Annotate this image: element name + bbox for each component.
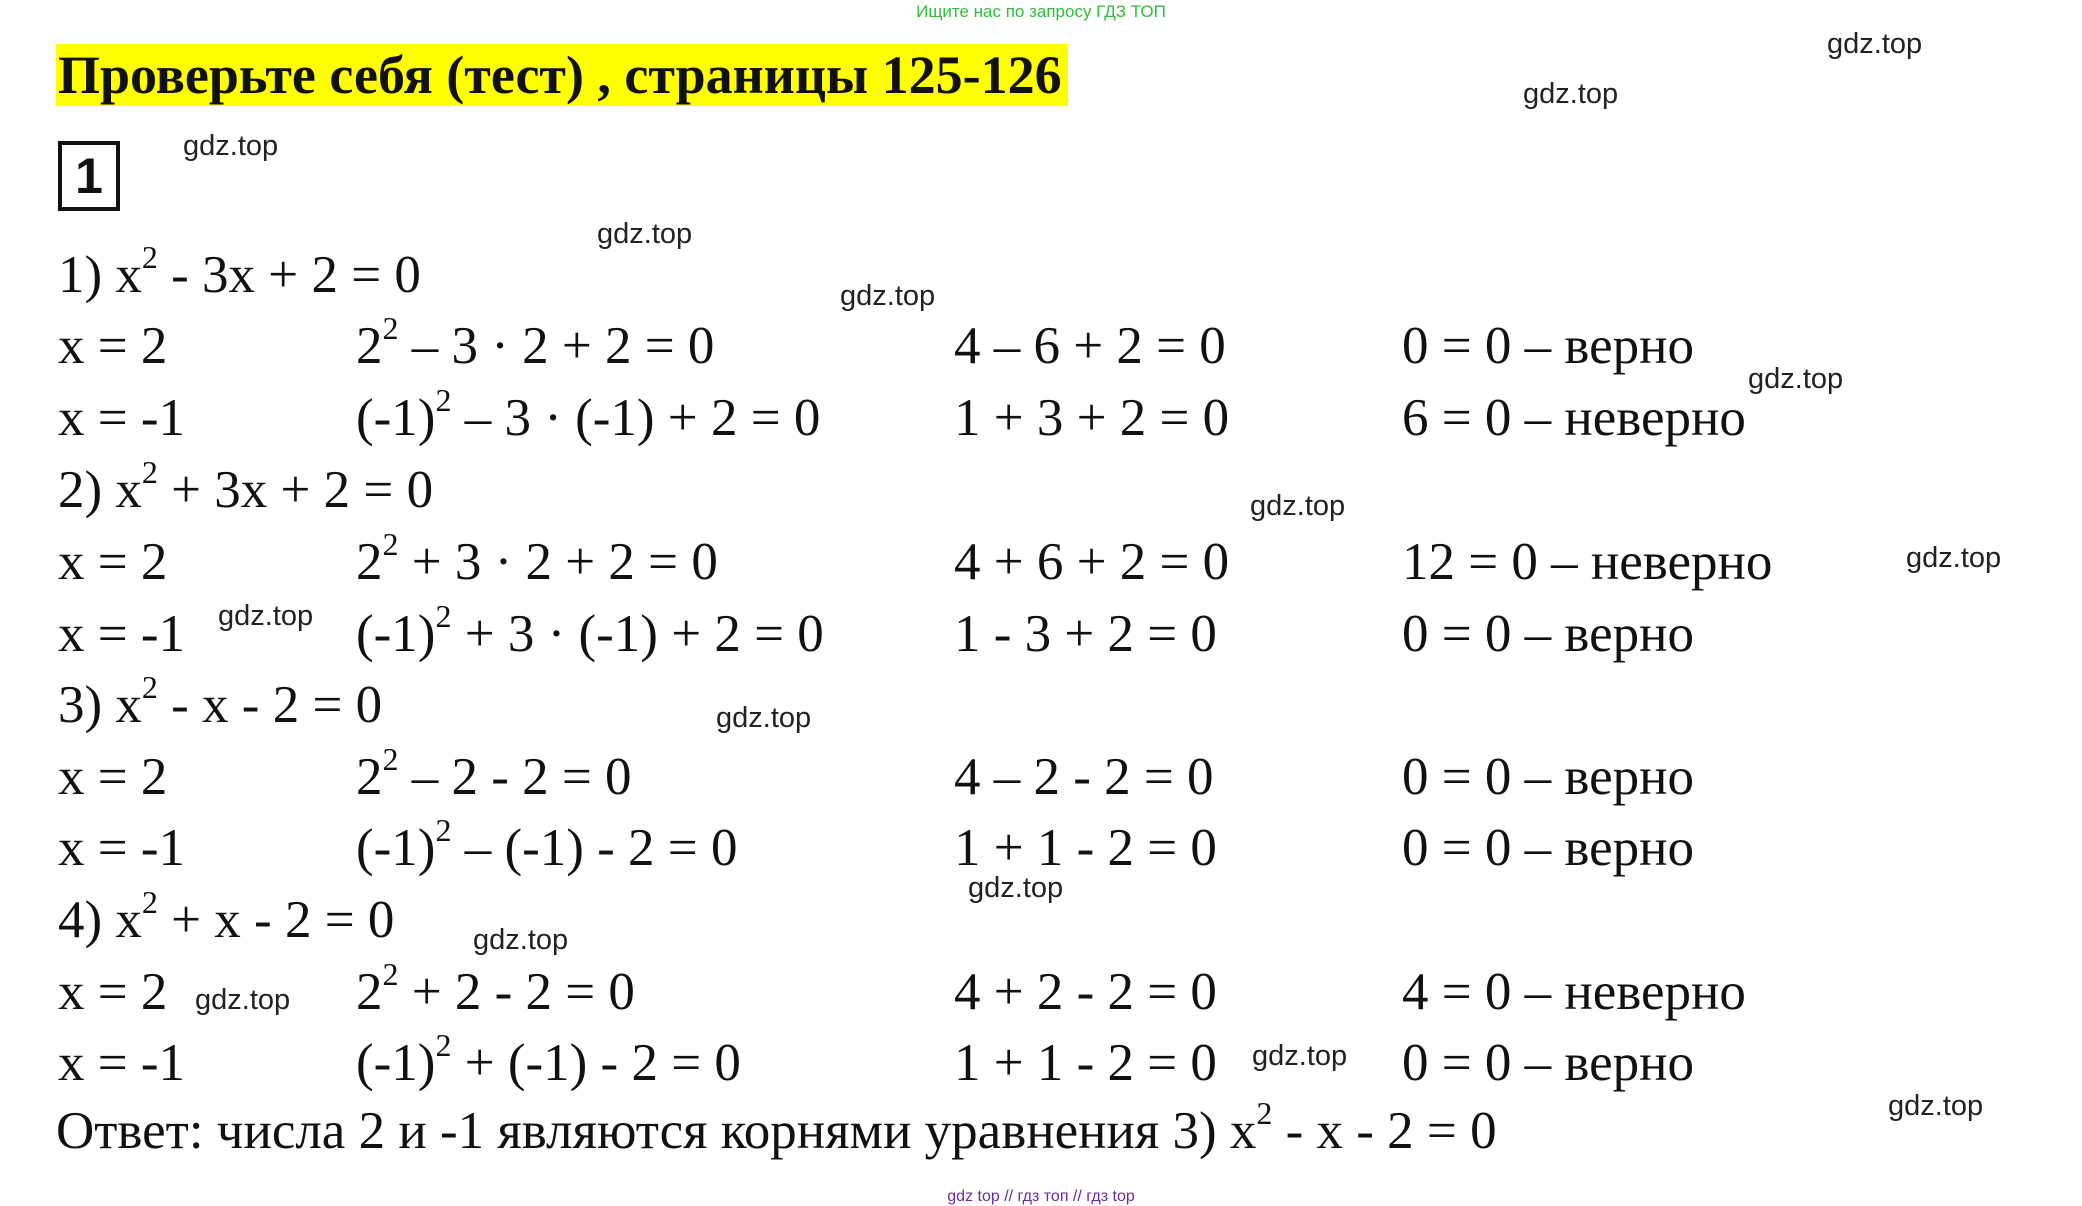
check-substitution: $2^2 + 3 \cdot 2 + 2 = 0$ [356,526,718,591]
check-result: 6 = 0 – неверно [1402,389,1746,447]
check-result: 0 = 0 – верно [1402,317,1694,375]
check-x-value: x = -1 [58,1034,186,1092]
task-number: 1 [58,141,120,211]
watermark: gdz.top [1827,28,1923,60]
check-x-value: x = -1 [58,389,186,447]
check-result: 0 = 0 – верно [1402,819,1694,877]
watermark: gdz.top [183,130,279,162]
check-substitution: $2^2 - 3 \cdot 2 + 2 = 0$ [356,310,715,375]
check-calculation: 1 - 3 + 2 = 0 [954,605,1217,663]
check-result: 12 = 0 – неверно [1402,533,1773,591]
equation-4: 4) $x^2 + x - 2 = 0$ [58,884,395,949]
check-substitution: $(-1)^2 + 3 \cdot (-1) + 2 = 0$ [356,598,824,663]
footer: gdz top // гдз топ // гдз top [947,1188,1135,1205]
check-x-value: x = 2 [58,963,168,1021]
watermark: gdz.top [195,984,291,1016]
watermark: gdz.top [1748,363,1844,395]
watermark: gdz.top [597,218,693,250]
check-calculation: 1 + 3 + 2 = 0 [954,389,1230,447]
watermark: gdz.top [716,702,812,734]
check-x-value: x = -1 [58,605,186,663]
check-substitution: $(-1)^2 - 3 \cdot (-1) + 2 = 0$ [356,382,821,447]
check-substitution: $(-1)^2 + (-1) - 2 = 0$ [356,1027,741,1092]
watermark: gdz.top [1250,490,1346,522]
page-title: Проверьте себя (тест) , страницы 125-126 [56,44,1068,106]
equation-2: 2) $x^2 + 3x + 2 = 0$ [58,454,434,519]
check-result: 0 = 0 – верно [1402,1034,1694,1092]
check-result: 4 = 0 – неверно [1402,963,1746,1021]
check-calculation: 1 + 1 - 2 = 0 [954,1034,1217,1092]
equation-1: 1) $x^2 - 3x + 2 = 0$ [58,239,421,304]
watermark: gdz.top [1523,78,1619,110]
watermark: gdz.top [218,600,314,632]
watermark: gdz.top [473,924,569,956]
check-calculation: 4 – 6 + 2 = 0 [954,317,1226,375]
check-calculation: 4 + 6 + 2 = 0 [954,533,1230,591]
watermark: gdz.top [840,280,936,312]
check-substitution: $2^2 + 2 - 2 = 0$ [356,956,635,1021]
check-x-value: x = 2 [58,748,168,806]
check-calculation: 4 – 2 - 2 = 0 [954,748,1214,806]
check-substitution: $(-1)^2 - (-1) - 2 = 0$ [356,812,738,877]
check-x-value: x = 2 [58,533,168,591]
answer-line: Ответ: числа 2 и -1 являются корнями уравнения 3) $x^2 - x - 2 = 0$ [56,1095,1497,1160]
check-result: 0 = 0 – верно [1402,605,1694,663]
watermark: gdz.top [1252,1040,1348,1072]
watermark: gdz.top [968,872,1064,904]
check-x-value: x = -1 [58,819,186,877]
check-x-value: x = 2 [58,317,168,375]
equation-3: 3) $x^2 - x - 2 = 0$ [58,669,383,734]
check-result: 0 = 0 – верно [1402,748,1694,806]
check-calculation: 4 + 2 - 2 = 0 [954,963,1217,1021]
check-calculation: 1 + 1 - 2 = 0 [954,819,1217,877]
watermark: gdz.top [1888,1090,1984,1122]
top-banner: Ищите нас по запросу ГДЗ ТОП [916,2,1166,21]
check-substitution: $2^2 - 2 - 2 = 0$ [356,741,632,806]
watermark: gdz.top [1906,542,2002,574]
